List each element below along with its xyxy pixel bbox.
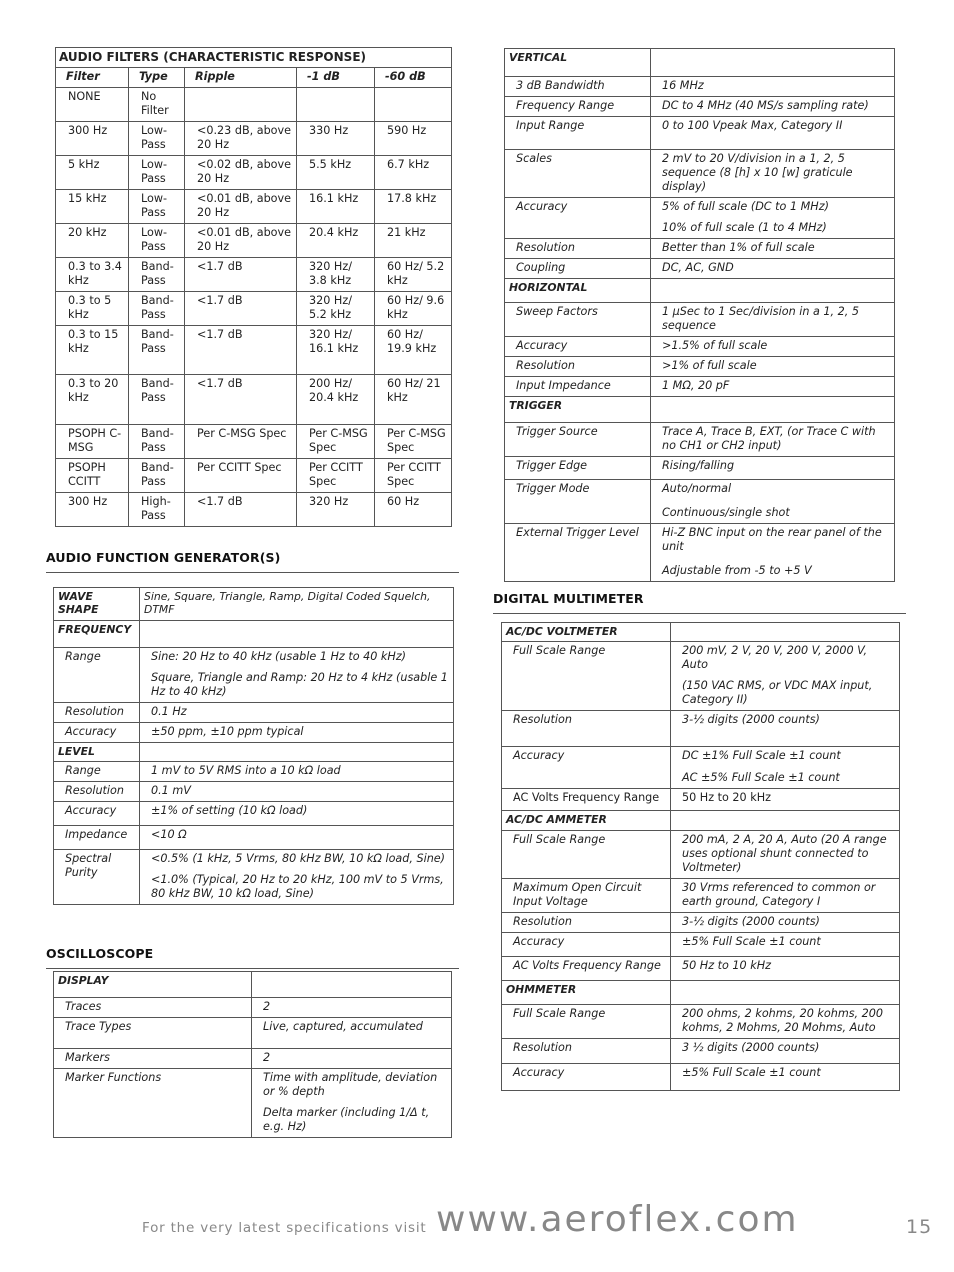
spec-label: Resolution — [505, 239, 651, 259]
spec-row — [54, 588, 454, 621]
spec-row — [502, 956, 900, 980]
spec-label: Trace Types — [54, 1018, 252, 1049]
spec-value: 0.1 mV — [140, 782, 454, 802]
table-cell: <1.7 dB — [185, 292, 297, 326]
spec-label: Accuracy — [505, 337, 651, 357]
table-cell: 320 Hz/ 3.8 kHz — [297, 258, 375, 292]
table-cell — [375, 88, 452, 122]
spec-row — [505, 423, 895, 457]
section-label: LEVEL — [54, 742, 140, 761]
spec-label: Frequency Range — [505, 97, 651, 117]
table-cell: 20.4 kHz — [297, 224, 375, 258]
spec-row — [505, 337, 895, 357]
spec-row — [505, 117, 895, 150]
spec-value: ±1% of setting (10 kΩ load) — [140, 802, 454, 826]
section-row — [54, 742, 454, 761]
section-row — [54, 972, 452, 998]
spec-row — [502, 711, 900, 747]
spec-label: AC Volts Frequency Range — [502, 956, 671, 980]
spec-row — [54, 998, 452, 1018]
spec-value: 16 MHz — [651, 77, 895, 97]
section-label: AC/DC AMMETER — [502, 811, 671, 830]
spec-value: Live, captured, accumulated — [252, 1018, 452, 1049]
table-cell: Band-Pass — [129, 292, 185, 326]
table-cell: <0.01 dB, above 20 Hz — [185, 224, 297, 258]
table-cell: Low-Pass — [129, 190, 185, 224]
spec-label: Maximum Open Circuit Input Voltage — [502, 878, 671, 912]
table-row — [56, 122, 452, 156]
spec-value: <10 Ω — [140, 826, 454, 850]
table-cell: 0.3 to 20 kHz — [56, 375, 129, 425]
spec-value: 200 mA, 2 A, 20 A, Auto (20 A range uses optional shunt connected to Voltmeter) — [671, 830, 900, 878]
section-label: HORIZONTAL — [505, 279, 651, 303]
spec-value: Trace A, Trace B, EXT, (or Trace C with no CH1 or CH2 input) — [651, 423, 895, 457]
section-label: VERTICAL — [505, 49, 651, 77]
spec-value: 30 Vrms referenced to common or earth ground, Category I — [671, 878, 900, 912]
spec-row — [54, 782, 454, 802]
table-cell: 17.8 kHz — [375, 190, 452, 224]
table-cell: 0.3 to 5 kHz — [56, 292, 129, 326]
spec-row — [54, 1069, 452, 1138]
afg-heading: AUDIO FUNCTION GENERATOR(S) — [46, 550, 281, 565]
spec-label: Coupling — [505, 259, 651, 279]
oscilloscope-display-table — [53, 971, 452, 1138]
table-cell: 5 kHz — [56, 156, 129, 190]
spec-label: Resolution — [502, 912, 671, 932]
dmm-heading: DIGITAL MULTIMETER — [493, 591, 644, 606]
spec-value: DC, AC, GND — [651, 259, 895, 279]
spec-value: >1% of full scale — [651, 357, 895, 377]
table-cell: Low-Pass — [129, 224, 185, 258]
column-header: -60 dB — [375, 68, 452, 88]
spec-label: Full Scale Range — [502, 642, 671, 711]
spec-value: Delta marker (including 1/Δ t, e.g. Hz) — [263, 1106, 430, 1133]
table-cell: 21 kHz — [375, 224, 452, 258]
page-number: 15 — [906, 1216, 933, 1238]
table-cell: Per C-MSG Spec — [297, 425, 375, 459]
spec-label: Accuracy — [502, 932, 671, 956]
spec-value: 1 MΩ, 20 pF — [651, 377, 895, 397]
spec-row — [54, 702, 454, 722]
table-cell: 60 Hz/ 9.6 kHz — [375, 292, 452, 326]
column-header: Type — [129, 68, 185, 88]
spec-label: Sweep Factors — [505, 303, 651, 337]
section-row — [505, 49, 895, 77]
spec-label: Accuracy — [502, 1063, 671, 1090]
table-cell: Per CCITT Spec — [375, 459, 452, 493]
section-row — [502, 811, 900, 830]
spec-label: Spectral Purity — [54, 850, 140, 905]
spec-value: Better than 1% of full scale — [651, 239, 895, 259]
spec-row — [505, 77, 895, 97]
spec-row — [54, 1018, 452, 1049]
table-cell: <0.01 dB, above 20 Hz — [185, 190, 297, 224]
spec-value: Sine: 20 Hz to 40 kHz (usable 1 Hz to 40 kHz) — [151, 649, 407, 663]
spec-label: Input Range — [505, 117, 651, 150]
spec-row — [505, 457, 895, 480]
audio-filters-title: AUDIO FILTERS (CHARACTERISTIC RESPONSE) — [56, 48, 452, 68]
spec-value: 200 ohms, 2 kohms, 20 kohms, 200 kohms, 2 Mohms, 20 Mohms, Auto — [671, 1004, 900, 1038]
table-cell: 5.5 kHz — [297, 156, 375, 190]
section-row — [505, 279, 895, 303]
spec-label: External Trigger Level — [505, 524, 651, 582]
table-cell: Per C-MSG Spec — [185, 425, 297, 459]
spec-value: 5% of full scale (DC to 1 MHz) — [662, 200, 829, 213]
spec-value: (150 VAC RMS, or VDC MAX input, Category II) — [682, 679, 873, 707]
spec-row — [54, 826, 454, 850]
table-row — [56, 375, 452, 425]
spec-label: Input Impedance — [505, 377, 651, 397]
spec-value: 1 μSec to 1 Sec/division in a 1, 2, 5 sequence — [651, 303, 895, 337]
spec-row — [54, 850, 454, 905]
table-cell: 320 Hz — [297, 493, 375, 527]
table-cell: <1.7 dB — [185, 375, 297, 425]
spec-value: DC ±1% Full Scale ±1 count — [682, 749, 841, 763]
table-cell — [185, 88, 297, 122]
spec-label: Range — [54, 647, 140, 702]
spec-row — [54, 802, 454, 826]
spec-label: Range — [54, 762, 140, 782]
spec-label: AC Volts Frequency Range — [502, 789, 671, 811]
table-cell: <1.7 dB — [185, 258, 297, 292]
spec-value: >1.5% of full scale — [651, 337, 895, 357]
spec-value: AC ±5% Full Scale ±1 count — [682, 771, 840, 785]
spec-label: Trigger Edge — [505, 457, 651, 480]
afg-heading-rule — [46, 572, 459, 573]
table-cell: Per CCITT Spec — [185, 459, 297, 493]
spec-label: Markers — [54, 1049, 252, 1069]
spec-value: 50 Hz to 20 kHz — [671, 789, 900, 811]
spec-value: Time with amplitude, deviation or % depth — [263, 1071, 438, 1098]
spec-value: 2 — [252, 1049, 452, 1069]
table-cell: Band-Pass — [129, 459, 185, 493]
spec-value: ±5% Full Scale ±1 count — [671, 1063, 900, 1090]
column-header: -1 dB — [297, 68, 375, 88]
spec-label: Resolution — [54, 702, 140, 722]
table-cell: No Filter — [129, 88, 185, 122]
table-cell: 16.1 kHz — [297, 190, 375, 224]
section-label: FREQUENCY — [54, 620, 140, 647]
digital-multimeter-table — [501, 622, 900, 1091]
spec-row — [505, 259, 895, 279]
audio-function-generator-table — [53, 587, 454, 905]
spec-value: 2 mV to 20 V/division in a 1, 2, 5 sequence (8 [h] x 10 [w] graticule display) — [651, 150, 895, 198]
table-cell: <0.23 dB, above 20 Hz — [185, 122, 297, 156]
table-cell: 60 Hz/ 21 kHz — [375, 375, 452, 425]
spec-row — [54, 762, 454, 782]
spec-row — [502, 747, 900, 789]
spec-row — [502, 1004, 900, 1038]
spec-row — [505, 377, 895, 397]
spec-value: 0.1 Hz — [140, 702, 454, 722]
spec-label: Accuracy — [54, 802, 140, 826]
table-cell: PSOPH C-MSG — [56, 425, 129, 459]
spec-row — [502, 789, 900, 811]
spec-label: Marker Functions — [54, 1069, 252, 1138]
audio-filters-table — [55, 47, 452, 527]
table-cell: 320 Hz/ 16.1 kHz — [297, 326, 375, 375]
spec-value: 3-½ digits (2000 counts) — [671, 711, 900, 747]
table-cell: Band-Pass — [129, 326, 185, 375]
table-row — [56, 459, 452, 493]
section-label: TRIGGER — [505, 397, 651, 423]
spec-value: <1.0% (Typical, 20 Hz to 20 kHz, 100 mV to 5 Vrms, 80 kHz BW, 10 kΩ load, Sine) — [151, 873, 444, 901]
spec-row — [505, 239, 895, 259]
spec-value: 10% of full scale (1 to 4 MHz) — [662, 221, 827, 234]
table-row — [56, 493, 452, 527]
section-row — [502, 980, 900, 1004]
section-label: AC/DC VOLTMETER — [502, 623, 671, 642]
table-cell: 590 Hz — [375, 122, 452, 156]
section-label: OHMMETER — [502, 980, 671, 1004]
spec-value: 0 to 100 Vpeak Max, Category II — [651, 117, 895, 150]
table-cell: <0.02 dB, above 20 Hz — [185, 156, 297, 190]
table-cell: 200 Hz/ 20.4 kHz — [297, 375, 375, 425]
spec-value: Auto/normal — [662, 482, 732, 495]
table-cell: <1.7 dB — [185, 326, 297, 375]
spec-label: Full Scale Range — [502, 1004, 671, 1038]
dmm-heading-rule — [493, 613, 906, 614]
spec-row — [505, 97, 895, 117]
spec-row — [505, 480, 895, 524]
spec-value: <0.5% (1 kHz, 5 Vrms, 80 kHz BW, 10 kΩ load, Sine) — [151, 852, 446, 866]
spec-row — [502, 1063, 900, 1090]
spec-row — [505, 357, 895, 377]
spec-label: 3 dB Bandwidth — [505, 77, 651, 97]
spec-value: ±50 ppm, ±10 ppm typical — [140, 722, 454, 742]
oscilloscope-heading-rule — [46, 968, 459, 969]
spec-label: Traces — [54, 998, 252, 1018]
spec-row — [505, 198, 895, 239]
spec-label: WAVE SHAPE — [54, 588, 140, 621]
table-row — [56, 425, 452, 459]
spec-value: 1 mV to 5V RMS into a 10 kΩ load — [140, 762, 454, 782]
spec-label: Trigger Mode — [505, 480, 651, 524]
spec-value: 200 mV, 2 V, 20 V, 200 V, 2000 V, Auto — [682, 644, 868, 672]
table-cell: Band-Pass — [129, 258, 185, 292]
table-row — [56, 258, 452, 292]
table-cell — [297, 88, 375, 122]
table-cell: 0.3 to 15 kHz — [56, 326, 129, 375]
spec-value: Adjustable from -5 to +5 V — [662, 564, 812, 577]
table-cell: Per CCITT Spec — [297, 459, 375, 493]
table-cell: 300 Hz — [56, 493, 129, 527]
table-row — [56, 88, 452, 122]
spec-label: Trigger Source — [505, 423, 651, 457]
table-cell: 6.7 kHz — [375, 156, 452, 190]
spec-value: Hi-Z BNC input on the rear panel of the unit — [662, 526, 882, 553]
column-header: Ripple — [185, 68, 297, 88]
section-row — [54, 620, 454, 647]
table-cell: 300 Hz — [56, 122, 129, 156]
table-row — [56, 190, 452, 224]
table-cell: 0.3 to 3.4 kHz — [56, 258, 129, 292]
spec-label: Resolution — [502, 711, 671, 747]
table-cell: 60 Hz — [375, 493, 452, 527]
spec-row — [502, 1038, 900, 1063]
spec-value: DC to 4 MHz (40 MS/s sampling rate) — [651, 97, 895, 117]
table-cell: <1.7 dB — [185, 493, 297, 527]
table-cell: 20 kHz — [56, 224, 129, 258]
table-cell: 60 Hz/ 19.9 kHz — [375, 326, 452, 375]
spec-value: Sine, Square, Triangle, Ramp, Digital Coded Squelch, DTMF — [140, 588, 454, 621]
spec-row — [502, 642, 900, 711]
table-cell: NONE — [56, 88, 129, 122]
spec-label: Resolution — [54, 782, 140, 802]
spec-row — [54, 1049, 452, 1069]
table-cell: 320 Hz/ 5.2 kHz — [297, 292, 375, 326]
table-cell: Band-Pass — [129, 425, 185, 459]
spec-value: ±5% Full Scale ±1 count — [671, 932, 900, 956]
table-cell: Low-Pass — [129, 122, 185, 156]
spec-row — [502, 912, 900, 932]
footer-note: For the very latest specifications visit — [142, 1220, 427, 1236]
spec-row — [54, 722, 454, 742]
table-cell: Per C-MSG Spec — [375, 425, 452, 459]
spec-row — [505, 524, 895, 582]
spec-row — [502, 830, 900, 878]
table-row — [56, 292, 452, 326]
column-header: Filter — [56, 68, 129, 88]
spec-value: Square, Triangle and Ramp: 20 Hz to 4 kHz (usable 1 Hz to 40 kHz) — [151, 670, 448, 698]
spec-value: 3-½ digits (2000 counts) — [671, 912, 900, 932]
table-cell: PSOPH CCITT — [56, 459, 129, 493]
table-cell: 60 Hz/ 5.2 kHz — [375, 258, 452, 292]
spec-label: Scales — [505, 150, 651, 198]
section-row — [505, 397, 895, 423]
spec-value: 3 ½ digits (2000 counts) — [671, 1038, 900, 1063]
spec-row — [502, 878, 900, 912]
spec-value: Continuous/single shot — [662, 506, 790, 519]
spec-value: 50 Hz to 10 kHz — [671, 956, 900, 980]
table-cell: Low-Pass — [129, 156, 185, 190]
oscilloscope-heading: OSCILLOSCOPE — [46, 946, 154, 961]
spec-row — [502, 932, 900, 956]
oscilloscope-vertical-table — [504, 48, 895, 582]
spec-value: Rising/falling — [651, 457, 895, 480]
spec-label: Accuracy — [54, 722, 140, 742]
spec-row — [505, 303, 895, 337]
table-cell: High-Pass — [129, 493, 185, 527]
section-row — [502, 623, 900, 642]
section-label: DISPLAY — [54, 972, 252, 998]
footer-url[interactable]: www.aeroflex.com — [436, 1199, 799, 1240]
audio-filters-header-row — [56, 68, 452, 88]
spec-value: 2 — [252, 998, 452, 1018]
spec-row — [54, 647, 454, 702]
table-row — [56, 326, 452, 375]
spec-row — [505, 150, 895, 198]
spec-label: Resolution — [505, 357, 651, 377]
table-cell: 330 Hz — [297, 122, 375, 156]
table-cell: Band-Pass — [129, 375, 185, 425]
spec-label: Accuracy — [502, 747, 671, 789]
table-cell: 15 kHz — [56, 190, 129, 224]
spec-label: Resolution — [502, 1038, 671, 1063]
table-row — [56, 156, 452, 190]
spec-label: Impedance — [54, 826, 140, 850]
spec-label: Full Scale Range — [502, 830, 671, 878]
table-row — [56, 224, 452, 258]
spec-label: Accuracy — [505, 198, 651, 239]
